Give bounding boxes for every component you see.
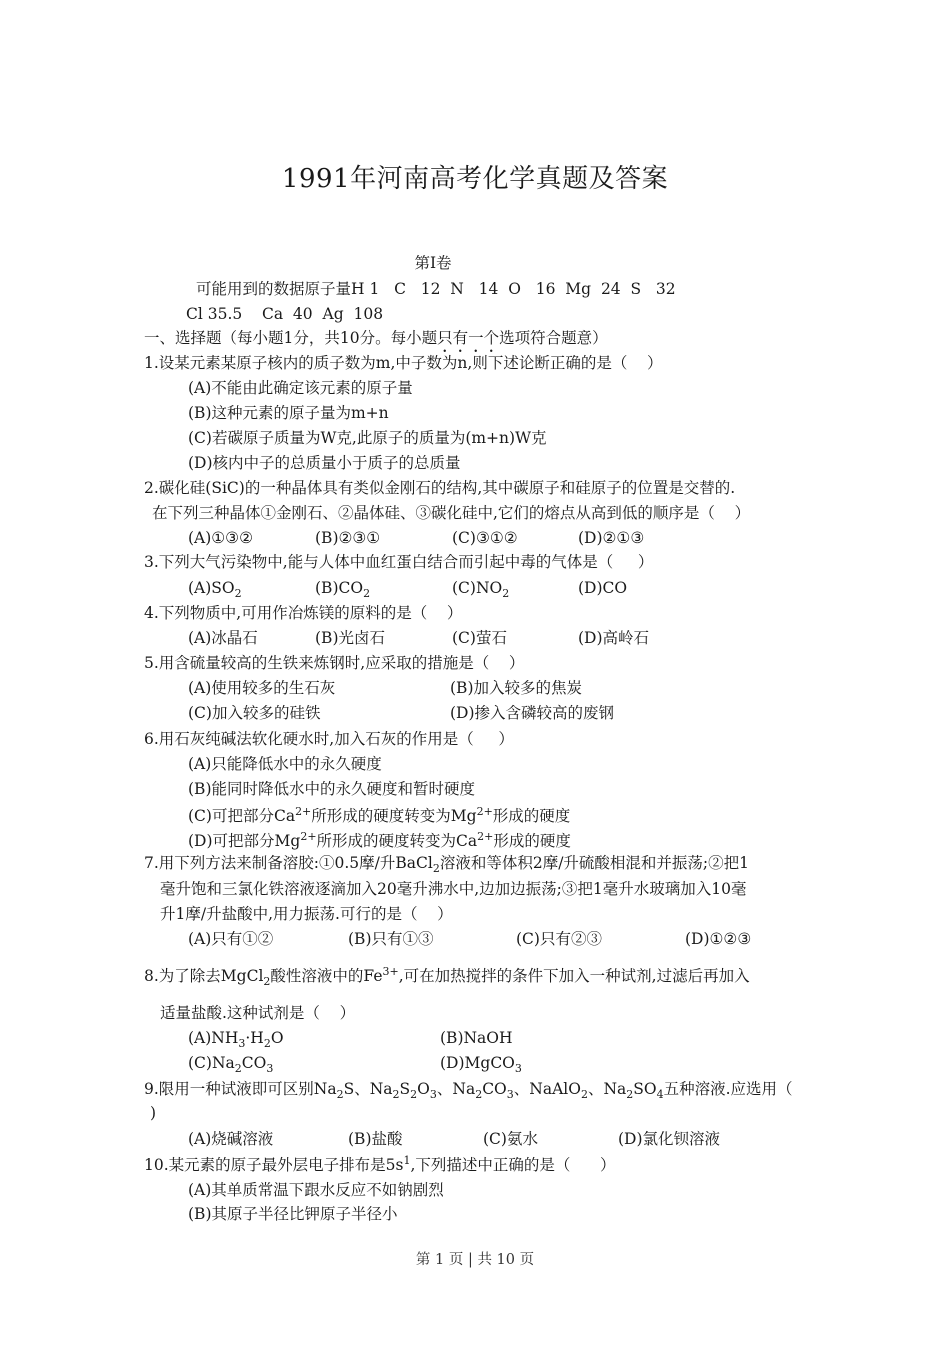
question-9-option-d: (D)氯化钡溶液 [618,1130,721,1148]
question-6-option-d: (D)可把部分$Mg^{2+}$所形成的硬度转变为$Ca^{2+}$形成的硬度 [188,829,571,850]
question-3-option-d: (D)CO [578,579,628,597]
question-5-option-a: (A)使用较多的生石灰 [188,679,336,697]
question-9-option-c: (C)氨水 [483,1130,538,1148]
question-4-option-d: (D)高岭石 [578,629,650,647]
question-6-stem: 6.用石灰纯碱法软化硬水时,加入石灰的作用是（ ） [144,730,514,748]
question-1-stem: 1.设某元素某原子核内的质子数为m,中子数为n,则下述论断正确的是（ ） [144,354,663,372]
question-3-stem: 3.下列大气污染物中,能与人体中血红蛋白结合而引起中毒的气体是（ ） [144,553,654,571]
document-title: 1991年河南高考化学真题及答案 [281,164,669,194]
question-9-stem-line-1: 9.限用一种试液即可区别$Na_2S$、$Na_2S_2O_3$、$Na_2CO_3$、NaAlO$_2$、$Na_2SO_4$五种溶液.应选用（ [144,1080,793,1102]
question-3-option-a: $(A)SO_2$ [188,579,242,601]
question-2-stem-line-1: 2.碳化硅(SiC)的一种晶体具有类似金刚石的结构,其中碳原子和硅原子的位置是交替的. [144,479,736,497]
question-8-option-b: (B)NaOH [440,1029,513,1047]
question-1-option-c: (C)若碳原子质量为W克,此原子的质量为(m+n)W克 [188,429,547,447]
section-heading: 第Ⅰ卷 [414,254,452,272]
question-6-option-b: (B)能同时降低水中的永久硬度和暂时硬度 [188,780,475,798]
question-7-option-a: (A)只有①② [188,930,274,948]
question-6-option-a: (A)只能降低水中的永久硬度 [188,755,382,773]
question-5-option-d: (D)掺入含磷较高的废钢 [450,704,615,722]
question-4-option-a: (A)冰晶石 [188,629,258,647]
question-8-stem-line-2: 适量盐酸.这种试剂是（ ） [160,1004,356,1022]
question-10-option-a: (A)其单质常温下跟水反应不如钠剧烈 [188,1181,444,1199]
question-5-option-c: (C)加入较多的硅铁 [188,704,321,722]
question-8-option-d: (D)MgCO$_3$ [440,1054,522,1076]
question-4-stem: 4.下列物质中,可用作冶炼镁的原料的是（ ） [144,604,463,622]
question-4-option-b: (B)光卤石 [315,629,385,647]
question-8-option-a: $(A)NH_3\cdot H_2O$ [188,1029,284,1051]
question-2-option-b: (B)②③① [315,529,381,547]
atomic-mass-line-2: Cl 35.5 Ca 40 Ag 108 [186,305,384,323]
question-2-option-a: (A)①③② [188,529,253,547]
question-4-option-c: (C)萤石 [452,629,507,647]
page-footer: 第 1 页 | 共 10 页 [415,1252,535,1268]
question-3-option-c: $(C)NO_2$ [452,579,510,601]
question-7-stem-line-1: 7.用下列方法来制备溶胶:①0.5摩/升BaCl$_2$溶液和等体积2摩/升硫酸相混和并振荡;②把1 [144,854,750,876]
part-heading: 一、选择题（每小题1分，共10分。每小题只有一个选项符合题意） [144,329,608,347]
question-9-option-b: (B)盐酸 [348,1130,403,1148]
question-7-stem-line-3: 升1摩/升盐酸中,用力振荡.可行的是（ ） [160,905,453,923]
question-5-option-b: (B)加入较多的焦炭 [450,679,582,697]
question-5-stem: 5.用含硫量较高的生铁来炼钢时,应采取的措施是（ ） [144,654,525,672]
question-6-option-c: (C)可把部分$Ca^{2+}$所形成的硬度转变为$Mg^{2+}$形成的硬度 [188,804,571,825]
question-1-option-a: (A)不能由此确定该元素的原子量 [188,379,413,397]
question-1-option-b: (B)这种元素的原子量为m+n [188,404,389,422]
question-10-stem: 10.某元素的原子最外层电子排布是$5s^1$,下列描述中正确的是（ ） [144,1153,616,1174]
question-3-option-b: $(B)CO_2$ [315,579,371,601]
atomic-mass-line-1: 可能用到的数据原子量H 1 C 12 N 14 O 16 Mg 24 S 32 [196,280,676,298]
question-9-stem-line-2: ) [150,1104,157,1122]
question-2-option-d: (D)②①③ [578,529,645,547]
question-7-option-d: (D)①②③ [685,930,752,948]
emphasis-only-one: 只有一个 [437,329,500,347]
question-7-option-b: (B)只有①③ [348,930,434,948]
question-9-option-a: (A)烧碱溶液 [188,1130,274,1148]
question-10-option-b: (B)其原子半径比钾原子半径小 [188,1205,398,1223]
question-7-stem-line-2: 毫升饱和三氯化铁溶液逐滴加入20毫升沸水中,边加边振荡;③把1毫升水玻璃加入10毫 [160,880,747,898]
question-2-option-c: (C)③①② [452,529,518,547]
question-8-option-c: $(C)Na_2CO_3$ [188,1054,274,1076]
question-2-stem-line-2: 在下列三种晶体①金刚石、②晶体硅、③碳化硅中,它们的熔点从高到低的顺序是（ ） [152,504,751,522]
question-1-option-d: (D)核内中子的总质量小于质子的总质量 [188,454,461,472]
question-8-stem-line-1: 8.为了除去MgCl$_2$酸性溶液中的$Fe^{3+}$,可在加热搅拌的条件下加入一种试剂,过滤后再加入 [144,964,750,989]
question-7-option-c: (C)只有②③ [516,930,602,948]
